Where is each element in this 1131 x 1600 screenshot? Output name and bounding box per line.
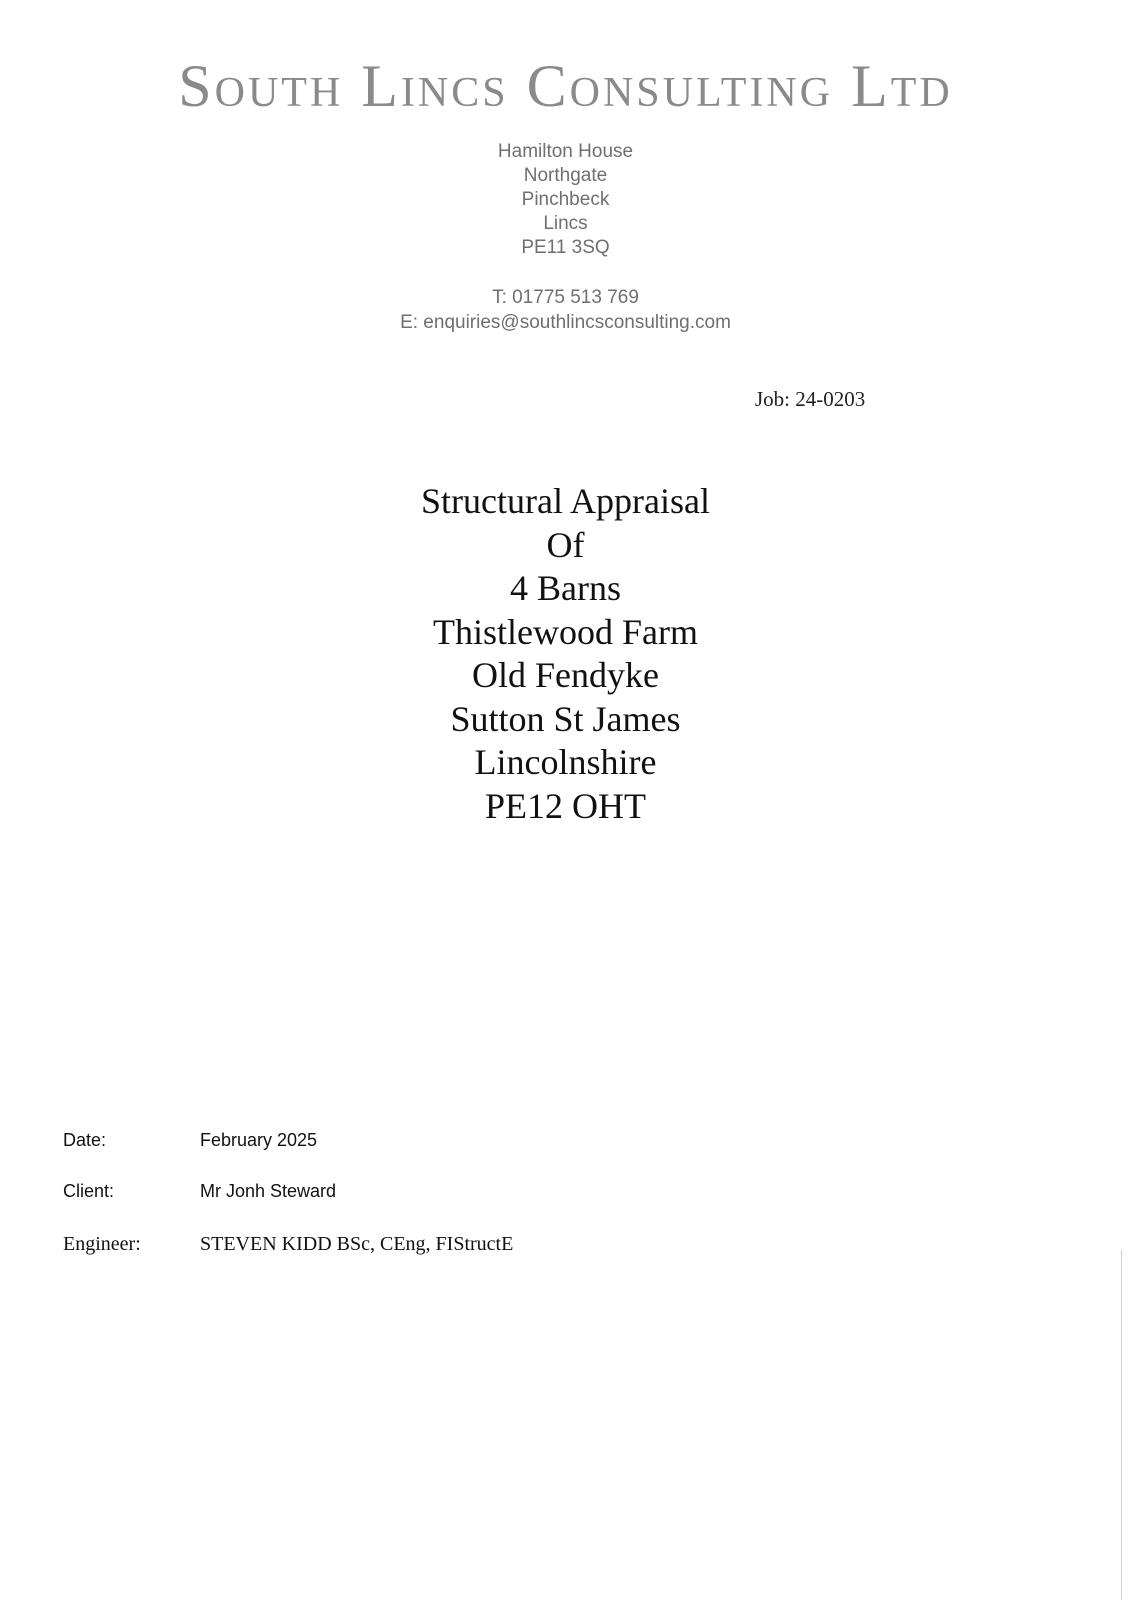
engineer-label: Engineer: [63, 1233, 141, 1255]
client-row [63, 1181, 763, 1211]
title-line: Lincolnshire [474, 742, 657, 782]
address-line: Lincs [543, 213, 588, 234]
engineer-value: STEVEN KIDD BSc, CEng, FIStructE [200, 1233, 514, 1255]
title-line: Of [546, 524, 585, 565]
address-line: Pinchbeck [521, 189, 610, 210]
phone-number: T: 01775 513 769 [492, 287, 639, 308]
address-line: PE11 3SQ [521, 237, 610, 258]
address-line: Northgate [523, 165, 608, 186]
report-title [0, 480, 1131, 828]
title-line: 4 Barns [510, 568, 621, 608]
scan-edge-line [1121, 1250, 1122, 1600]
client-label: Client: [63, 1181, 115, 1201]
title-line: Thistlewood Farm [433, 611, 698, 652]
date-value: February 2025 [200, 1130, 318, 1150]
title-line: Structural Appraisal [421, 481, 710, 521]
client-value: Mr Jonh Steward [200, 1181, 337, 1201]
address-line: Hamilton House [497, 141, 634, 162]
date-label: Date: [63, 1130, 107, 1150]
date-row [63, 1130, 763, 1160]
email-address: E: enquiries@southlincsconsulting.com [400, 312, 731, 333]
title-line: PE12 OHT [485, 785, 646, 826]
engineer-row [63, 1233, 763, 1263]
title-line: Old Fendyke [472, 655, 659, 695]
job-reference: Job: 24-0203 [755, 387, 866, 411]
company-contact [0, 285, 1131, 335]
title-line: Sutton St James [450, 698, 681, 739]
company-address [0, 140, 1131, 260]
company-name: South Lincs Consulting Ltd [178, 53, 953, 119]
